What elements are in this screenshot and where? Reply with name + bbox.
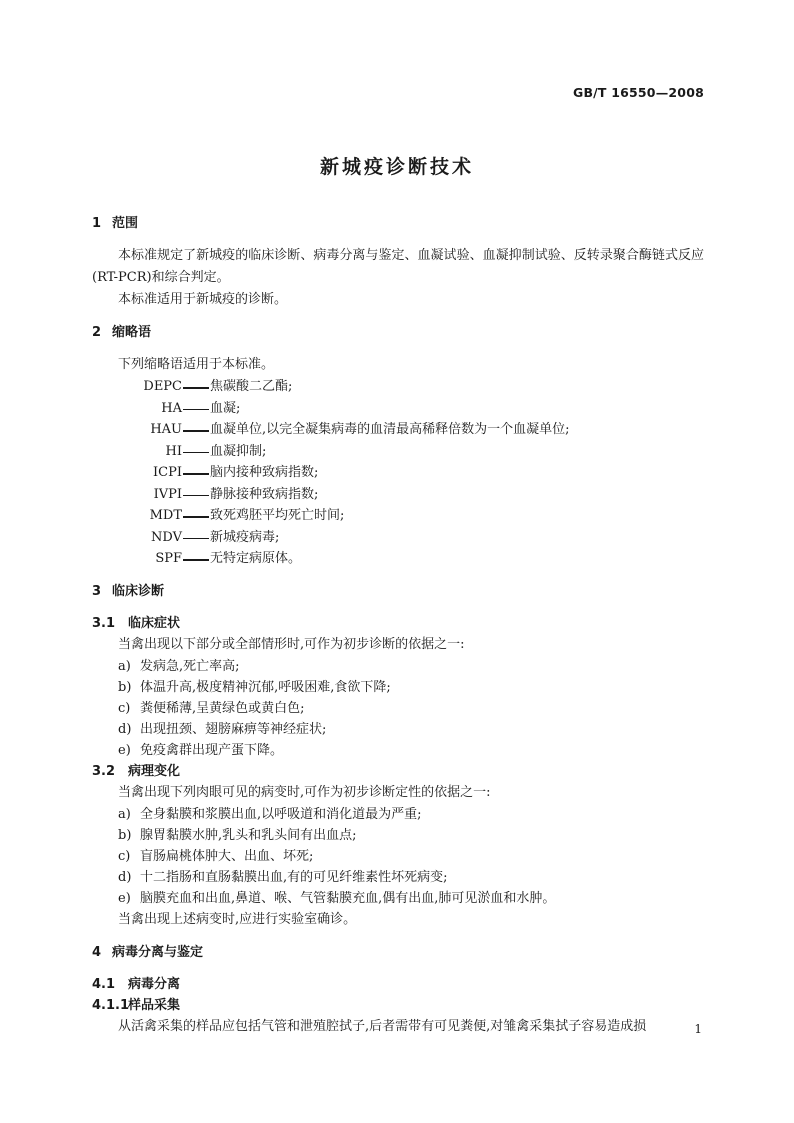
- abbreviation-item: SPF 无特定病原体。: [155, 551, 302, 566]
- pathology-list: [92, 804, 704, 909]
- subsection-heading-symptoms: [92, 613, 704, 634]
- section-number: 1: [92, 216, 102, 231]
- section-heading-virus-isolation: [92, 942, 704, 964]
- list-item: c) 盲肠扁桃体肿大、出血、坏死;: [118, 848, 314, 864]
- abbreviation-item: HA 血凝;: [161, 400, 241, 416]
- section-heading-abbreviations: [92, 322, 704, 344]
- document-body: [92, 213, 704, 1038]
- section-heading-clinical: [92, 581, 704, 603]
- abbreviation-list: [92, 376, 704, 570]
- subsubsection-heading-sampling: [92, 995, 704, 1016]
- standard-code: GB/T 16550—2008: [572, 85, 704, 100]
- scope-applicability: 本标准适用于新城疫的诊断。: [118, 292, 288, 307]
- symptoms-intro: 当禽出现以下部分或全部情形时,可作为初步诊断的依据之一:: [118, 636, 465, 652]
- list-item: e) 脑膜充血和出血,鼻道、喉、气管黏膜充血,偶有出血,肺可见淤血和水肿。: [118, 890, 556, 906]
- list-item: d) 出现扭颈、翅膀麻痹等神经症状;: [118, 721, 327, 737]
- symptoms-list: [92, 656, 704, 761]
- section-heading-scope: [92, 213, 704, 235]
- em-dash: [183, 452, 209, 454]
- list-item: b) 腺胃黏膜水肿,乳头和乳头间有出血点;: [118, 827, 357, 843]
- subsection-title: 临床症状: [128, 615, 181, 631]
- em-dash: [183, 495, 209, 497]
- scope-paragraph: 本标准规定了新城疫的临床诊断、病毒分离与鉴定、血凝试验、血凝抑制试验、反转录聚合酶链式反应(RT-PCR)和综合判定。: [92, 248, 704, 285]
- em-dash: [183, 516, 209, 518]
- em-dash: [183, 559, 209, 561]
- subsubsection-number: 4.1.1: [92, 997, 130, 1013]
- em-dash: [183, 430, 209, 432]
- list-item: c) 粪便稀薄,呈黄绿色或黄白色;: [118, 700, 305, 716]
- section-title: 临床诊断: [112, 583, 165, 599]
- section-number: 4: [92, 944, 102, 960]
- list-item: a) 全身黏膜和浆膜出血,以呼吸道和消化道最为严重;: [118, 806, 422, 822]
- list-item: d) 十二指肠和直肠黏膜出血,有的可见纤维素性坏死病变;: [118, 869, 448, 885]
- document-title: 新城疫诊断技术: [319, 156, 474, 178]
- subsection-number: 3.1: [92, 615, 116, 631]
- subsection-number: 3.2: [92, 763, 116, 779]
- subsection-heading-pathology: [92, 761, 704, 782]
- subsection-title: 病理变化: [128, 763, 181, 779]
- abbreviation-item: ICPI 脑内接种致病指数;: [153, 465, 319, 480]
- list-item: e) 免疫禽群出现产蛋下降。: [118, 742, 284, 758]
- pathology-outro: 当禽出现上述病变时,应进行实验室确诊。: [118, 911, 357, 927]
- em-dash: [183, 473, 209, 475]
- section-title: 病毒分离与鉴定: [112, 944, 204, 960]
- section-title: 范围: [112, 216, 139, 231]
- abbreviations-intro: 下列缩略语适用于本标准。: [118, 357, 275, 372]
- subsubsection-title: 样品采集: [128, 997, 181, 1013]
- em-dash: [183, 387, 209, 389]
- list-item: a) 发病急,死亡率高;: [118, 658, 240, 674]
- list-item: b) 体温升高,极度精神沉郁,呼吸困难,食欲下降;: [118, 679, 391, 695]
- abbreviation-item: HI 血凝抑制;: [165, 443, 267, 459]
- subsection-title: 病毒分离: [128, 976, 181, 992]
- section-title: 缩略语: [112, 325, 152, 340]
- pathology-intro: 当禽出现下列肉眼可见的病变时,可作为初步诊断定性的依据之一:: [118, 784, 491, 800]
- abbreviation-item: IVPI 静脉接种致病指数;: [153, 486, 319, 502]
- page-number: 1: [694, 1022, 702, 1036]
- abbreviation-item: MDT 致死鸡胚平均死亡时间;: [149, 508, 345, 523]
- abbreviation-item: NDV 新城疫病毒;: [151, 529, 280, 545]
- abbreviation-item: HAU 血凝单位,以完全凝集病毒的血清最高稀释倍数为一个血凝单位;: [150, 422, 570, 437]
- section-number: 2: [92, 325, 102, 340]
- section-number: 3: [92, 583, 102, 599]
- em-dash: [183, 409, 209, 411]
- subsection-heading-isolation: [92, 974, 704, 995]
- sampling-paragraph: 从活禽采集的样品应包括气管和泄殖腔拭子,后者需带有可见粪便,对雏禽采集拭子容易造成损: [118, 1018, 647, 1034]
- abbreviation-item: DEPC 焦碳酸二乙酯;: [143, 379, 293, 394]
- em-dash: [183, 538, 209, 540]
- subsection-number: 4.1: [92, 976, 116, 992]
